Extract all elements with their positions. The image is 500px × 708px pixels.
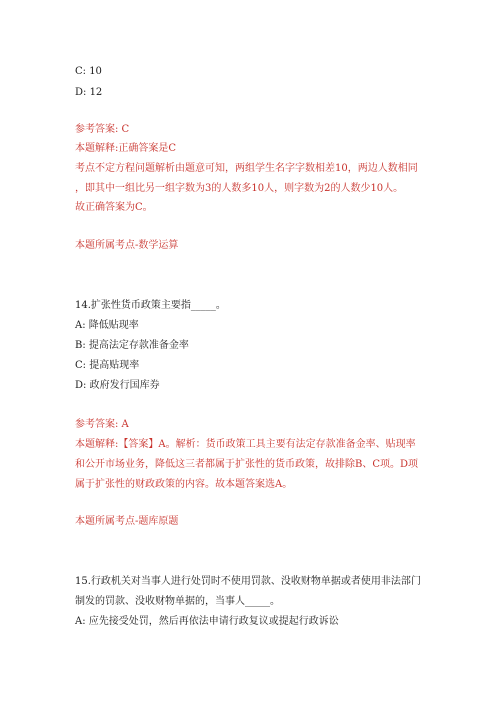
q14-option-b: B: 提高法定存款准备金率: [75, 340, 189, 351]
q13-explain-line: 考点不定方程问题解析由题意可知，两组学生名字字数相差10，两边人数相同: [75, 163, 418, 174]
q15-question-line: 15.行政机关对当事人进行处罚时不使用罚款、没收财物单据或者使用非法部门: [75, 576, 421, 587]
q14-option-d: D: 政府发行国库券: [75, 380, 160, 391]
q14-option-a: A: 降低贴现率: [75, 320, 139, 331]
q13-explain-line: ，即其中一组比另一组字数为3的人数多10人，则字数为2的人数少10人。: [75, 183, 404, 194]
q13-explain-line: 故正确答案为C。: [75, 202, 153, 213]
q14-question: 14.扩张性货币政策主要指_____。: [75, 300, 226, 311]
q14-explain-line: 和公开市场业务，降低这三者都属于扩张性的货币政策，故排除B、C项。D项: [75, 459, 419, 470]
q14-explain-line: 属于扩张性的财政政策的内容。故本题答案选A。: [75, 479, 293, 490]
q14-explain-line: 本题解释:【答案】A。解析：货币政策工具主要有法定存款准备金率、贴现率: [75, 439, 416, 450]
q13-option-d: D: 12: [75, 87, 103, 98]
q13-topic: 本题所属考点-数学运算: [75, 240, 179, 251]
q13-answer: 参考答案: C: [75, 124, 130, 135]
q14-answer: 参考答案: A: [75, 419, 129, 430]
q15-question-line: 制发的罚款、没收财物单据的，当事人_____。: [75, 596, 280, 607]
q13-option-c: C: 10: [75, 66, 102, 77]
q14-topic: 本题所属考点-题库原题: [75, 516, 179, 527]
q15-option-a: A: 应先接受处罚，然后再依法申请行政复议或提起行政诉讼: [75, 616, 339, 627]
q13-explain-title: 本题解释:正确答案是C: [75, 143, 177, 154]
q14-option-c: C: 提高贴现率: [75, 360, 140, 371]
